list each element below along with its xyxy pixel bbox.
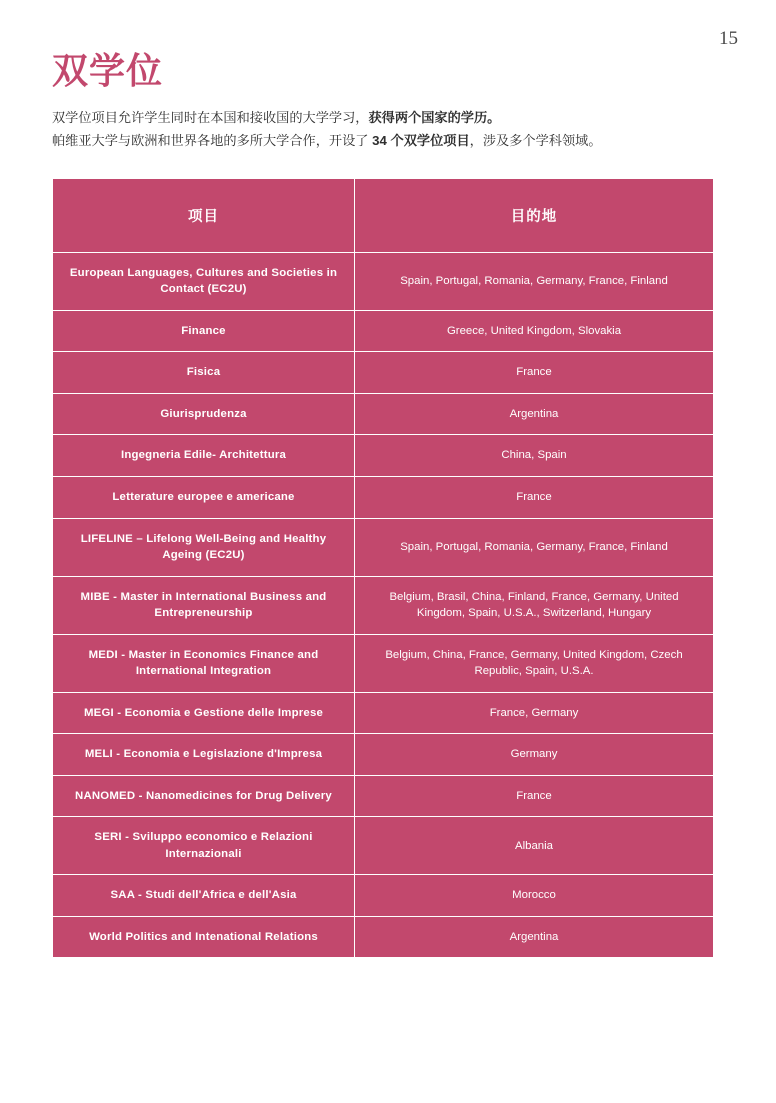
cell-program: MELI - Economia e Legislazione d'Impresa (53, 734, 355, 776)
page-content (52, 52, 714, 958)
table-row (53, 352, 714, 394)
table-row (53, 692, 714, 734)
cell-program: MEDI - Master in Economics Finance and International Integration (53, 634, 355, 692)
table-row (53, 817, 714, 875)
cell-program: SERI - Sviluppo economico e Relazioni Internazionali (53, 817, 355, 875)
double-degree-table (52, 178, 714, 959)
table-row (53, 576, 714, 634)
intro-paragraph (52, 106, 702, 152)
intro-line1-emphasis: 获得两个国家的学历。 (368, 109, 501, 125)
table-row (53, 916, 714, 958)
cell-destination: France, Germany (355, 692, 714, 734)
table-row (53, 393, 714, 435)
cell-program: Letterature europee e americane (53, 476, 355, 518)
cell-program: Finance (53, 310, 355, 352)
cell-program: SAA - Studi dell'Africa e dell'Asia (53, 875, 355, 917)
table-row (53, 518, 714, 576)
intro-line1-text: 双学位项目允许学生同时在本国和接收国的大学学习， (52, 109, 369, 125)
cell-destination: Argentina (355, 393, 714, 435)
table-row (53, 775, 714, 817)
table-body (53, 252, 714, 958)
cell-destination: France (355, 352, 714, 394)
column-header-program: 项目 (53, 178, 355, 252)
table-row (53, 734, 714, 776)
page-title: 双学位 (52, 51, 164, 91)
cell-destination: Germany (355, 734, 714, 776)
table-row (53, 875, 714, 917)
cell-destination: Argentina (355, 916, 714, 958)
page-number: 15 (719, 28, 738, 49)
cell-program: NANOMED - Nanomedicines for Drug Delivery (53, 775, 355, 817)
table-row (53, 476, 714, 518)
cell-destination: France (355, 775, 714, 817)
cell-destination: Spain, Portugal, Romania, Germany, France, Finland (355, 252, 714, 310)
cell-program: Fisica (53, 352, 355, 394)
intro-line2-tail: ，涉及多个学科领域。 (469, 132, 602, 148)
cell-destination: Belgium, Brasil, China, Finland, France, Germany, United Kingdom, Spain, U.S.A., Switzerland, Hungary (355, 576, 714, 634)
cell-destination: France (355, 476, 714, 518)
cell-destination: Greece, United Kingdom, Slovakia (355, 310, 714, 352)
cell-destination: Morocco (355, 875, 714, 917)
cell-destination: Albania (355, 817, 714, 875)
cell-program: MIBE - Master in International Business and Entrepreneurship (53, 576, 355, 634)
table-row (53, 634, 714, 692)
cell-program: MEGI - Economia e Gestione delle Imprese (53, 692, 355, 734)
table-row (53, 252, 714, 310)
table-row (53, 310, 714, 352)
cell-program: Giurisprudenza (53, 393, 355, 435)
cell-destination: Spain, Portugal, Romania, Germany, France, Finland (355, 518, 714, 576)
table-header (53, 178, 714, 252)
cell-program: Ingegneria Edile- Architettura (53, 435, 355, 477)
table-header-row (53, 178, 714, 252)
table-row (53, 435, 714, 477)
cell-program: World Politics and Intenational Relations (53, 916, 355, 958)
cell-program: LIFELINE – Lifelong Well-Being and Healthy Ageing (EC2U) (53, 518, 355, 576)
intro-line2-text: 帕维亚大学与欧洲和世界各地的多所大学合作，开设了 (52, 132, 373, 148)
column-header-destination: 目的地 (355, 178, 714, 252)
cell-destination: Belgium, China, France, Germany, United Kingdom, Czech Republic, Spain, U.S.A. (355, 634, 714, 692)
cell-destination: China, Spain (355, 435, 714, 477)
intro-line2-emphasis: 34 个双学位项目 (372, 132, 470, 148)
cell-program: European Languages, Cultures and Societies in Contact (EC2U) (53, 252, 355, 310)
